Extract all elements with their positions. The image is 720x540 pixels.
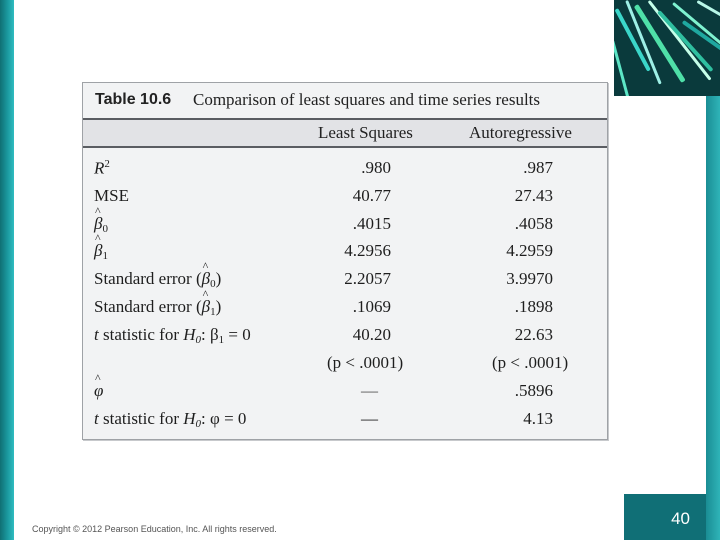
column-header-least-squares: Least Squares	[318, 123, 413, 142]
autoregressive-value: 22.63	[514, 325, 553, 344]
autoregressive-value: 27.43	[514, 186, 553, 205]
autoregressive-value: .987	[523, 158, 553, 177]
table-row-mse	[83, 186, 607, 214]
table-row-standard-error-beta0	[83, 269, 607, 297]
least-squares-value: 4.2956	[344, 241, 391, 260]
autoregressive-p-value: (p < .0001)	[492, 353, 569, 372]
least-squares-value: .1069	[352, 297, 391, 316]
autoregressive-value: 4.2959	[506, 241, 553, 260]
table-row-phi	[83, 381, 607, 409]
row-label: t statistic for $H_0$: β1 = 0	[94, 325, 251, 346]
left-accent-bar	[0, 0, 14, 540]
table-row-standard-error-beta1	[83, 297, 607, 325]
row-label: MSE	[94, 186, 129, 205]
row-label: ^ φ	[94, 381, 103, 401]
row-label: Standard error (^ β1)	[94, 297, 221, 318]
table-row-beta0	[83, 214, 607, 242]
row-label: t statistic for $H_0$: φ = 0	[94, 409, 247, 430]
least-squares-p-value: (p < .0001)	[327, 353, 404, 372]
table-header-row	[83, 120, 607, 148]
least-squares-value: .4015	[352, 214, 391, 233]
table-row-r-squared	[83, 158, 607, 186]
row-label: Standard error (^ β0)	[94, 269, 221, 290]
autoregressive-value: .5896	[514, 381, 553, 400]
table-number: Table 10.6	[95, 91, 172, 108]
least-squares-value: .980	[361, 158, 391, 177]
copyright-notice: Copyright © 2012 Pearson Education, Inc. All rights reserved.	[32, 524, 277, 534]
results-table	[82, 82, 608, 440]
autoregressive-value: .1898	[514, 297, 553, 316]
table-row-t-statistic-phi	[83, 409, 607, 437]
row-label: $R^2$	[94, 158, 110, 178]
table-row-beta1	[83, 241, 607, 269]
row-label: ^ β1	[94, 241, 108, 262]
table-row-t-statistic-beta1	[83, 325, 607, 353]
least-squares-value: 2.2057	[344, 269, 391, 288]
least-squares-value: —	[361, 381, 378, 400]
least-squares-value: 40.77	[352, 186, 391, 205]
table-row-p-values	[83, 353, 607, 381]
column-header-autoregressive: Autoregressive	[469, 123, 572, 142]
row-label: ^ β0	[94, 214, 108, 235]
page-number: 40	[671, 509, 690, 528]
decorative-light-rays-image	[614, 0, 720, 96]
least-squares-value: 40.20	[352, 325, 391, 344]
page-number-box	[624, 494, 706, 540]
table-title: Comparison of least squares and time series results	[193, 90, 541, 109]
autoregressive-value: .4058	[514, 214, 553, 233]
autoregressive-value: 4.13	[523, 409, 553, 428]
right-accent-bar	[706, 96, 720, 540]
least-squares-value: —	[361, 409, 378, 428]
table-caption	[83, 83, 607, 120]
autoregressive-value: 3.9970	[506, 269, 553, 288]
